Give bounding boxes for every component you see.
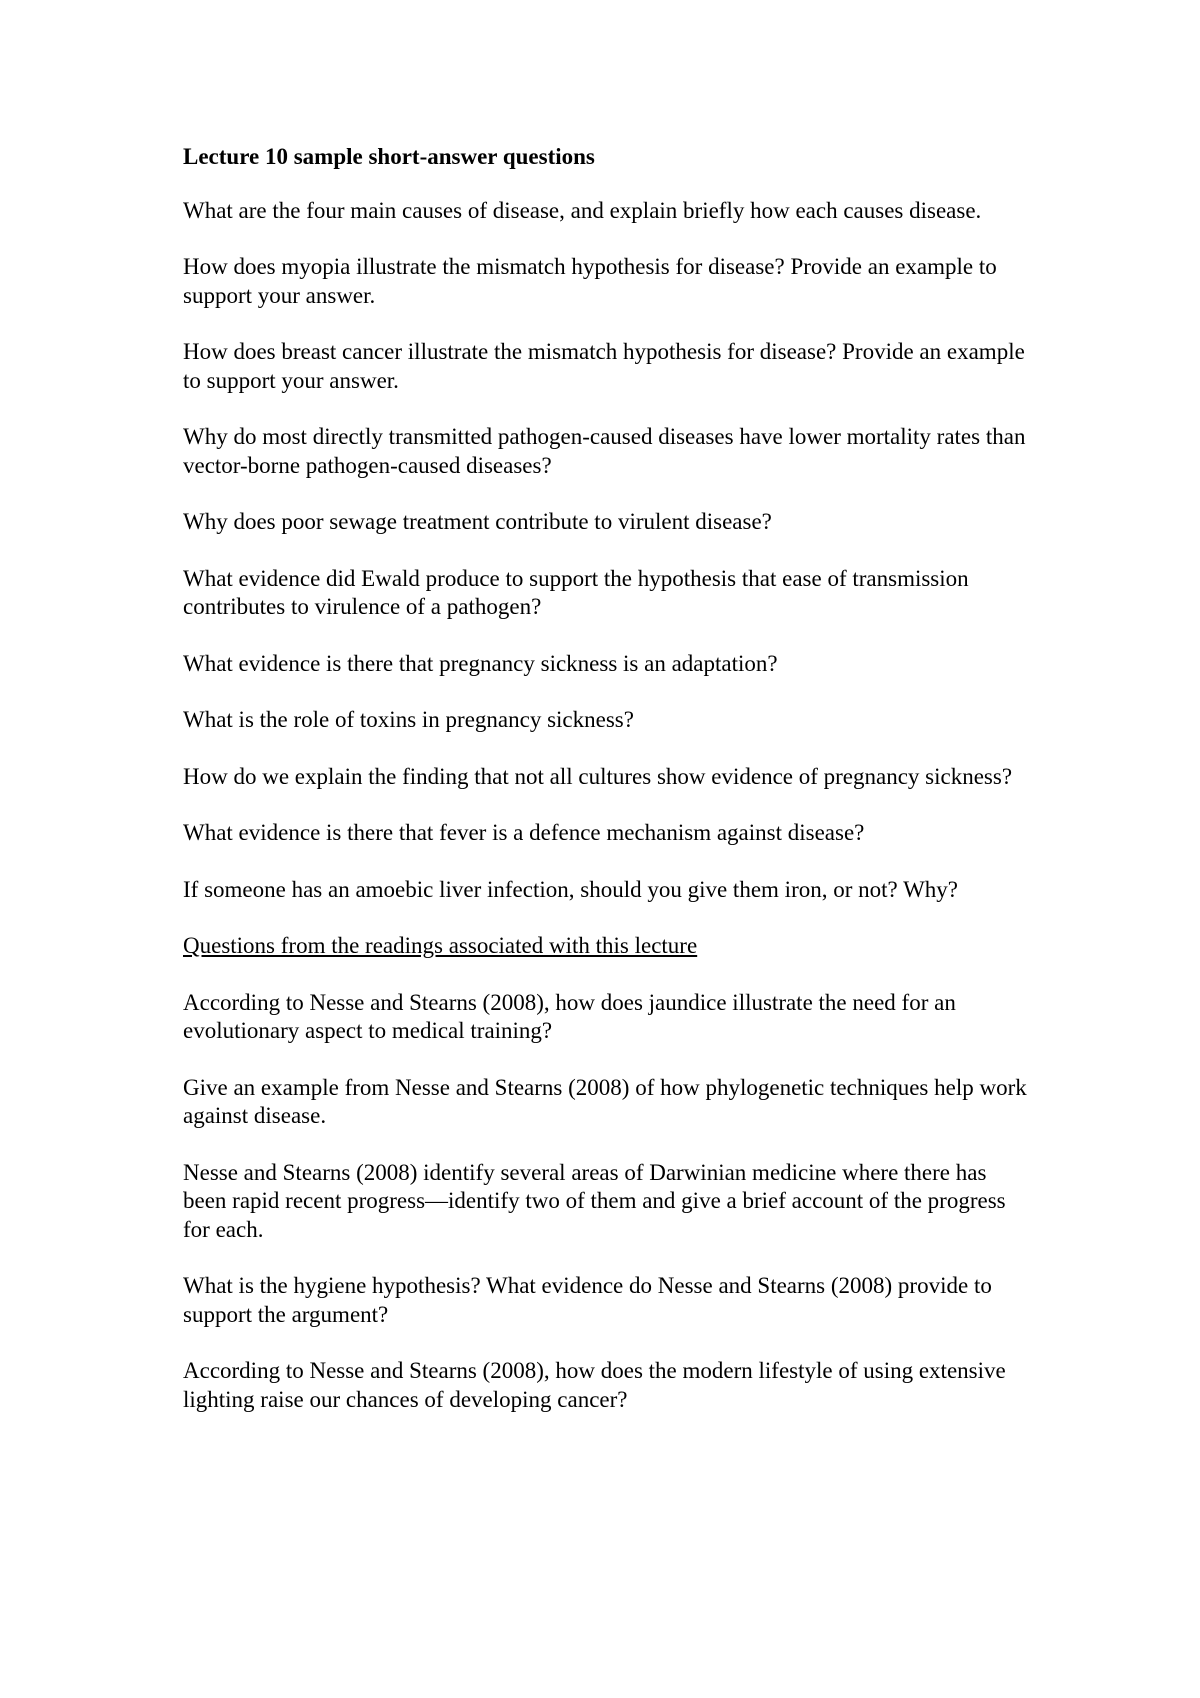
reading-question-3: Nesse and Stearns (2008) identify several areas of Darwinian medicine where there has been rapid recent progress—identify two of them and give a brief account of the progress for each. (183, 1159, 1006, 1242)
question-2: How does myopia illustrate the mismatch hypothesis for disease? Provide an example to support your answer. (183, 254, 997, 308)
question-5: Why does poor sewage treatment contribute to virulent disease? (183, 509, 772, 534)
reading-question-5: According to Nesse and Stearns (2008), how does the modern lifestyle of using extensive lighting raise our chances of developing cancer? (183, 1358, 1006, 1412)
question-3: How does breast cancer illustrate the mismatch hypothesis for disease? Provide an example to support your answer. (183, 339, 1025, 393)
question-10: What evidence is there that fever is a defence mechanism against disease? (183, 820, 865, 845)
reading-question-4: What is the hygiene hypothesis? What evidence do Nesse and Stearns (2008) provide to support the argument? (183, 1273, 992, 1327)
document-title: Lecture 10 sample short-answer questions (183, 144, 595, 169)
reading-question-1: According to Nesse and Stearns (2008), how does jaundice illustrate the need for an evolutionary aspect to medical training? (183, 989, 956, 1043)
question-7: What evidence is there that pregnancy sickness is an adaptation? (183, 650, 778, 676)
readings-heading: Questions from the readings associated with this lecture (183, 933, 698, 958)
question-9: How do we explain the finding that not all cultures show evidence of pregnancy sickness? (183, 763, 1013, 789)
question-6: What evidence did Ewald produce to support the hypothesis that ease of transmission contributes to virulence of a pathogen? (183, 565, 969, 619)
question-4: Why do most directly transmitted pathogen-caused diseases have lower mortality rates than vector-borne pathogen-caused diseases? (183, 424, 1026, 478)
question-11: If someone has an amoebic liver infection, should you give them iron, or not? Why? (183, 876, 958, 902)
document-page (183, 143, 1033, 1442)
question-1: What are the four main causes of disease, and explain briefly how each causes disease. (183, 197, 982, 223)
reading-question-2: Give an example from Nesse and Stearns (2008) of how phylogenetic techniques help work against disease. (183, 1074, 1027, 1128)
question-8: What is the role of toxins in pregnancy sickness? (183, 707, 634, 732)
